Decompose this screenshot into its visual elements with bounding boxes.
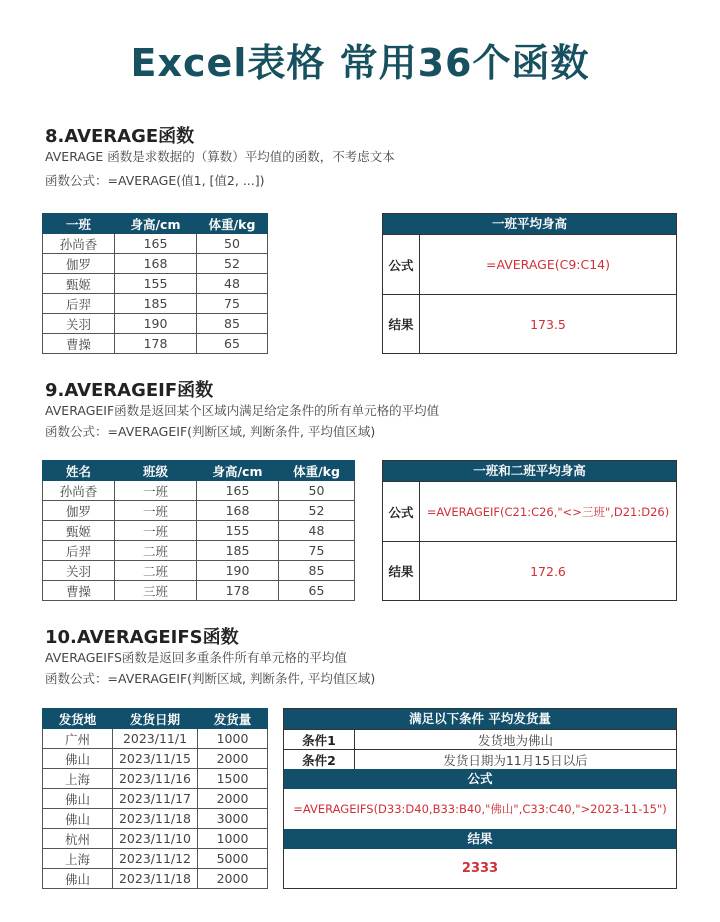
- table-cell: 2023/11/12: [113, 849, 198, 869]
- table-cell: 一班: [115, 521, 197, 541]
- table-row: [43, 274, 268, 294]
- column-header: 发货量: [198, 709, 268, 729]
- table-cell: 一班: [115, 481, 197, 501]
- table-cell: 168: [197, 501, 279, 521]
- table-cell: 孙尚香: [43, 234, 115, 254]
- table-cell: 178: [197, 581, 279, 601]
- table-cell: 伽罗: [43, 254, 115, 274]
- table-cell: 上海: [43, 849, 113, 869]
- section-8-table: [42, 213, 268, 354]
- section-8-description: AVERAGE 函数是求数据的（算数）平均值的函数，不考虑文本: [45, 149, 395, 164]
- table-row: [43, 789, 268, 809]
- result-subheader: 结果: [284, 829, 676, 849]
- table-cell: 190: [115, 314, 197, 334]
- formula-value: =AVERAGE(C9:C14): [485, 257, 611, 272]
- formula-row: [383, 234, 676, 294]
- table-row: [43, 521, 355, 541]
- column-header: 身高/cm: [197, 461, 279, 481]
- table-cell: 5000: [198, 849, 268, 869]
- table-cell: 曹操: [43, 581, 115, 601]
- table-row: [43, 294, 268, 314]
- table-cell: 甄姬: [43, 274, 115, 294]
- column-header: 班级: [115, 461, 197, 481]
- table-cell: 2023/11/18: [113, 809, 198, 829]
- column-header: 身高/cm: [115, 214, 197, 234]
- column-header: 发货日期: [113, 709, 198, 729]
- result-row: [383, 294, 676, 353]
- table-cell: 52: [279, 501, 355, 521]
- table-row: [43, 254, 268, 274]
- table-cell: 曹操: [43, 334, 115, 354]
- table-row: [43, 809, 268, 829]
- table-cell: 1000: [198, 729, 268, 749]
- section-10-result-box: [283, 708, 677, 889]
- condition-2-value: 发货日期为11月15日以后: [443, 752, 588, 768]
- condition-2-label: 条件2: [284, 750, 355, 769]
- table-cell: 佛山: [43, 869, 113, 889]
- condition-1-label: 条件1: [284, 730, 355, 749]
- condition-row-2: [284, 749, 676, 769]
- section-10-formula-line: 函数公式：=AVERAGEIF(判断区域, 判断条件, 平均值区域): [45, 671, 376, 686]
- section-9-heading: 9.AVERAGEIF函数: [45, 380, 214, 401]
- table-cell: 190: [197, 561, 279, 581]
- table-row: [43, 501, 355, 521]
- table-cell: 佛山: [43, 749, 113, 769]
- table-cell: 50: [197, 234, 268, 254]
- table-cell: 65: [279, 581, 355, 601]
- table-cell: 关羽: [43, 561, 115, 581]
- table-cell: 甄姬: [43, 521, 115, 541]
- table-row: [43, 729, 268, 749]
- table-row: [43, 334, 268, 354]
- table-cell: 65: [197, 334, 268, 354]
- table-cell: 佛山: [43, 809, 113, 829]
- table-cell: 85: [279, 561, 355, 581]
- result-box-header: 一班平均身高: [383, 214, 676, 234]
- section-10-heading: 10.AVERAGEIFS函数: [45, 627, 239, 648]
- table-cell: 关羽: [43, 314, 115, 334]
- table-cell: 165: [197, 481, 279, 501]
- section-8-heading: 8.AVERAGE函数: [45, 126, 195, 147]
- table-row: [43, 314, 268, 334]
- result-value: 172.6: [530, 563, 566, 579]
- table-cell: 3000: [198, 809, 268, 829]
- table-cell: 48: [279, 521, 355, 541]
- table-row: [43, 541, 355, 561]
- table-cell: 上海: [43, 769, 113, 789]
- section-10-description: AVERAGEIFS函数是返回多重条件所有单元格的平均值: [45, 650, 347, 665]
- table-cell: 佛山: [43, 789, 113, 809]
- table-cell: 广州: [43, 729, 113, 749]
- table-cell: 85: [197, 314, 268, 334]
- table-row: [43, 561, 355, 581]
- result-label: 结果: [383, 295, 420, 353]
- table-cell: 1000: [198, 829, 268, 849]
- result-box-header: 一班和二班平均身高: [383, 461, 676, 481]
- result-value: 173.5: [530, 316, 566, 332]
- table-header-row: [43, 461, 355, 481]
- table-row: [43, 234, 268, 254]
- section-9-formula-line: 函数公式：=AVERAGEIF(判断区域, 判断条件, 平均值区域): [45, 424, 376, 439]
- table-cell: 2023/11/10: [113, 829, 198, 849]
- result-label: 结果: [383, 542, 420, 600]
- section-9-table: [42, 460, 355, 601]
- table-cell: 三班: [115, 581, 197, 601]
- table-cell: 二班: [115, 541, 197, 561]
- column-header: 姓名: [43, 461, 115, 481]
- table-cell: 2023/11/16: [113, 769, 198, 789]
- formula-row: [383, 481, 676, 541]
- table-cell: 178: [115, 334, 197, 354]
- table-cell: 1500: [198, 769, 268, 789]
- table-cell: 75: [197, 294, 268, 314]
- table-cell: 185: [115, 294, 197, 314]
- table-row: [43, 749, 268, 769]
- result-value: 2333: [461, 861, 499, 876]
- section-10-table: [42, 708, 268, 889]
- table-cell: 后羿: [43, 294, 115, 314]
- condition-1-value: 发货地为佛山: [477, 732, 553, 748]
- column-header: 一班: [43, 214, 115, 234]
- table-cell: 75: [279, 541, 355, 561]
- table-cell: 2023/11/15: [113, 749, 198, 769]
- table-cell: 168: [115, 254, 197, 274]
- formula-value: =AVERAGEIF(C21:C26,"<>三班",D21:D26): [426, 504, 670, 519]
- table-cell: 2000: [198, 869, 268, 889]
- table-row: [43, 769, 268, 789]
- table-cell: 155: [115, 274, 197, 294]
- table-row: [43, 481, 355, 501]
- table-row: [43, 829, 268, 849]
- table-row: [43, 581, 355, 601]
- column-header: 发货地: [43, 709, 113, 729]
- table-cell: 二班: [115, 561, 197, 581]
- table-cell: 孙尚香: [43, 481, 115, 501]
- table-cell: 杭州: [43, 829, 113, 849]
- table-cell: 165: [115, 234, 197, 254]
- column-header: 体重/kg: [279, 461, 355, 481]
- table-cell: 2023/11/17: [113, 789, 198, 809]
- formula-subheader: 公式: [284, 769, 676, 789]
- table-cell: 155: [197, 521, 279, 541]
- formula-label: 公式: [383, 235, 420, 294]
- formula-value: =AVERAGEIFS(D33:D40,B33:B40,"佛山",C33:C40,">2023-11-15"): [293, 802, 667, 816]
- table-cell: 2023/11/1: [113, 729, 198, 749]
- table-row: [43, 869, 268, 889]
- condition-row-1: [284, 729, 676, 749]
- table-header-row: [43, 709, 268, 729]
- table-cell: 一班: [115, 501, 197, 521]
- table-cell: 伽罗: [43, 501, 115, 521]
- section-9-description: AVERAGEIF函数是返回某个区域内满足给定条件的所有单元格的平均值: [45, 403, 440, 418]
- table-header-row: [43, 214, 268, 234]
- result-box-header: 满足以下条件 平均发货量: [284, 709, 676, 729]
- table-cell: 2000: [198, 749, 268, 769]
- table-row: [43, 849, 268, 869]
- column-header: 体重/kg: [197, 214, 268, 234]
- table-cell: 48: [197, 274, 268, 294]
- table-cell: 后羿: [43, 541, 115, 561]
- section-8-result-box: [382, 213, 677, 354]
- table-cell: 52: [197, 254, 268, 274]
- table-cell: 50: [279, 481, 355, 501]
- result-row: [383, 541, 676, 600]
- table-cell: 185: [197, 541, 279, 561]
- section-8-formula-line: 函数公式：=AVERAGE(值1, [值2, ...]): [45, 173, 265, 188]
- page-title: Excel表格 常用36个函数: [130, 41, 590, 85]
- table-cell: 2000: [198, 789, 268, 809]
- table-cell: 2023/11/18: [113, 869, 198, 889]
- section-9-result-box: [382, 460, 677, 601]
- formula-label: 公式: [383, 482, 420, 541]
